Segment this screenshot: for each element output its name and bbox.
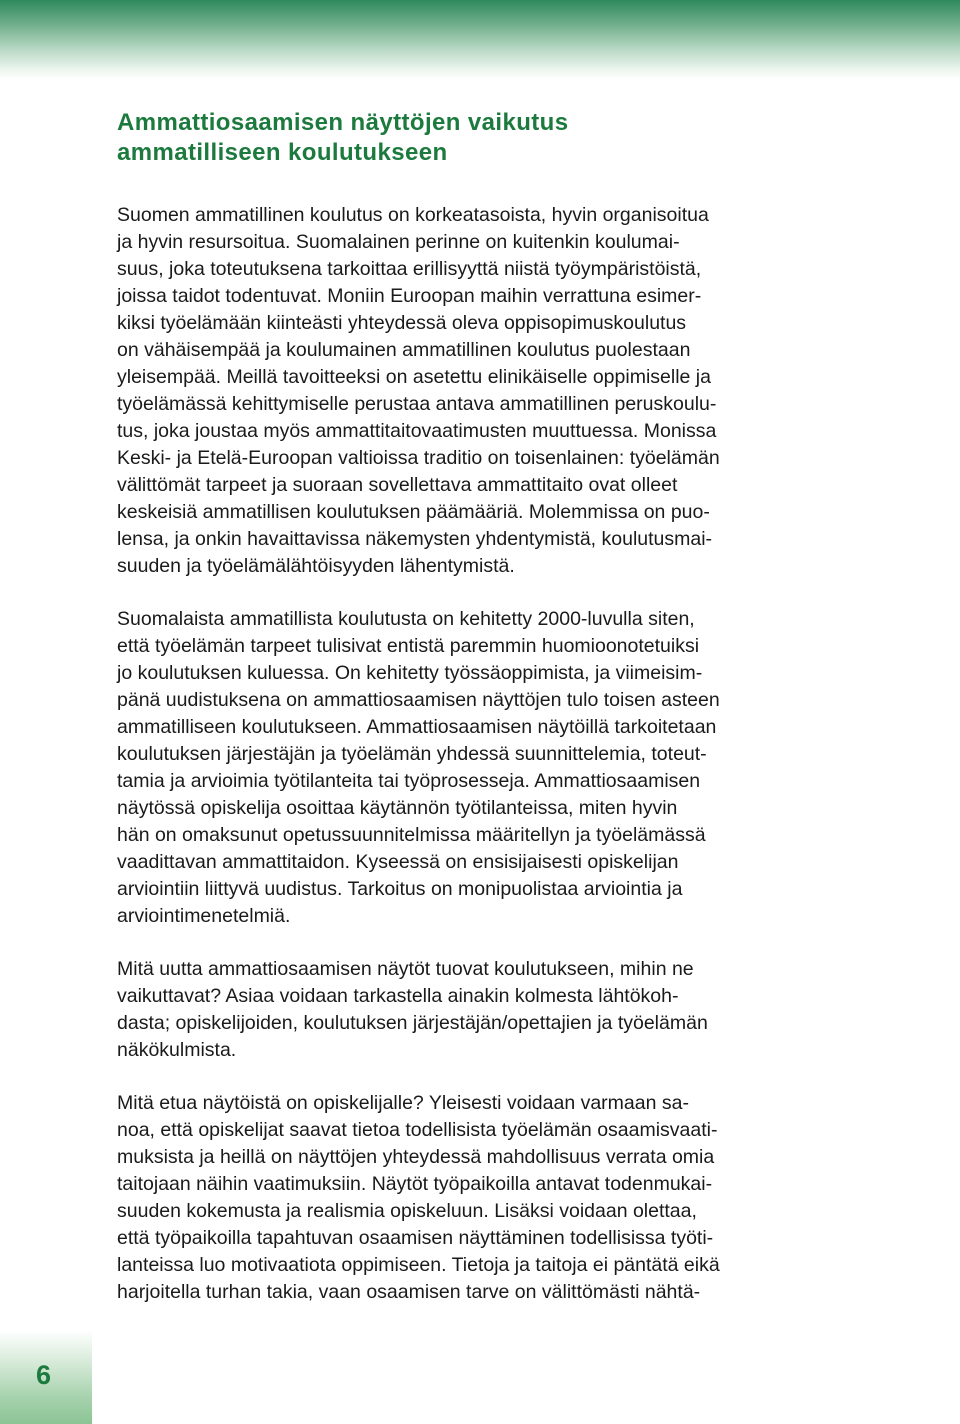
text-line: on vähäisempää ja koulumainen ammatillinen koulutus puolestaan (117, 339, 691, 361)
text-line: näkökulmista. (117, 1039, 237, 1061)
text-line: dasta; opiskelijoiden, koulutuksen järjestäjän/opettajien ja työelämän (117, 1012, 708, 1034)
text-line: että työelämän tarpeet tulisivat entistä paremmin huomioonotetuiksi (117, 635, 700, 657)
page-number: 6 (36, 1360, 52, 1390)
text-line: työelämässä kehittymiselle perustaa antava ammatillinen peruskoulu- (117, 393, 717, 415)
text-line: yleisempää. Meillä tavoitteeksi on asetettu elinikäiselle oppimiselle ja (117, 366, 711, 388)
header-decoration-band (0, 0, 960, 80)
text-line: muksista ja heillä on näyttöjen yhteydessä mahdollisuus verrata omia (117, 1146, 715, 1168)
text-line: keskeisiä ammatillisen koulutuksen päämääriä. Molemmissa on puo- (117, 501, 710, 523)
text-line: ja hyvin resursoitua. Suomalainen perinne on kuitenkin koulumai- (117, 231, 680, 253)
text-line: Mitä etua näytöistä on opiskelijalle? Yleisesti voidaan varmaan sa- (117, 1092, 689, 1114)
text-line: näytössä opiskelija osoittaa käytännön työtilanteissa, miten hyvin (117, 797, 678, 819)
text-line: suus, joka toteutuksena tarkoittaa erillisyyttä niistä työympäristöistä, (117, 258, 702, 280)
article (117, 108, 829, 1332)
article-body (117, 202, 829, 1306)
paragraph-3 (117, 956, 829, 1064)
text-line: pänä uudistuksena on ammattiosaamisen näyttöjen tulo toisen asteen (117, 689, 720, 711)
paragraph-4 (117, 1090, 829, 1306)
text-line: harjoitella turhan takia, vaan osaamisen tarve on välittömästi nähtä- (117, 1281, 701, 1303)
paragraph-2 (117, 606, 829, 930)
text-line: tus, joka joustaa myös ammattitaitovaatimusten muuttuessa. Monissa (117, 420, 717, 442)
text-line: hän on omaksunut opetussuunnitelmissa määritellyn ja työelämässä (117, 824, 706, 846)
text-line: koulutuksen järjestäjän ja työelämän yhdessä suunnittelemia, toteut- (117, 743, 707, 765)
title-line: ammatilliseen koulutukseen (117, 139, 448, 166)
text-line: taitojaan näihin vaatimuksiin. Näytöt työpaikoilla antavat todenmukai- (117, 1173, 713, 1195)
text-line: Keski- ja Etelä-Euroopan valtioissa traditio on toisenlainen: työelämän (117, 447, 720, 469)
article-title (117, 108, 829, 168)
text-line: noa, että opiskelijat saavat tietoa todellisista työelämän osaamisvaati- (117, 1119, 718, 1141)
text-line: jo koulutuksen kuluessa. On kehitetty työssäoppimista, ja viimeisim- (117, 662, 703, 684)
title-line: Ammattiosaamisen näyttöjen vaikutus (117, 109, 569, 136)
paragraph-1 (117, 202, 829, 580)
text-line: että työpaikoilla tapahtuvan osaamisen näyttäminen todellisissa työti- (117, 1227, 714, 1249)
text-line: Suomen ammatillinen koulutus on korkeatasoista, hyvin organisoitua (117, 204, 709, 226)
text-line: kiksi työelämään kiinteästi yhteydessä oleva oppisopimuskoulutus (117, 312, 687, 334)
text-line: joissa taidot todentuvat. Moniin Euroopan maihin verrattuna esimer- (117, 285, 702, 307)
text-line: suuden ja työelämälähtöisyyden lähentymistä. (117, 555, 515, 577)
text-line: Mitä uutta ammattiosaamisen näytöt tuovat koulutukseen, mihin ne (117, 958, 694, 980)
text-line: vaadittavan ammattitaidon. Kyseessä on ensisijaisesti opiskelijan (117, 851, 679, 873)
text-line: ammatilliseen koulutukseen. Ammattiosaamisen näytöillä tarkoitetaan (117, 716, 717, 738)
text-line: arviointiin liittyvä uudistus. Tarkoitus on monipuolistaa arviointia ja (117, 878, 683, 900)
text-line: välittömät tarpeet ja suoraan sovellettava ammattitaito ovat olleet (117, 474, 678, 496)
text-line: lanteissa luo motivaatiota oppimiseen. Tietoja ja taitoja ei päntätä eikä (117, 1254, 720, 1276)
text-line: arviointimenetelmiä. (117, 905, 291, 927)
text-line: Suomalaista ammatillista koulutusta on kehitetty 2000-luvulla siten, (117, 608, 695, 630)
text-line: suuden kokemusta ja realismia opiskeluun. Lisäksi voidaan olettaa, (117, 1200, 697, 1222)
text-line: lensa, ja onkin havaittavissa näkemysten yhdentymistä, koulutusmai- (117, 528, 713, 550)
text-line: tamia ja arvioimia työtilanteita tai työprosesseja. Ammattiosaamisen (117, 770, 701, 792)
text-line: vaikuttavat? Asiaa voidaan tarkastella ainakin kolmesta lähtökoh- (117, 985, 679, 1007)
